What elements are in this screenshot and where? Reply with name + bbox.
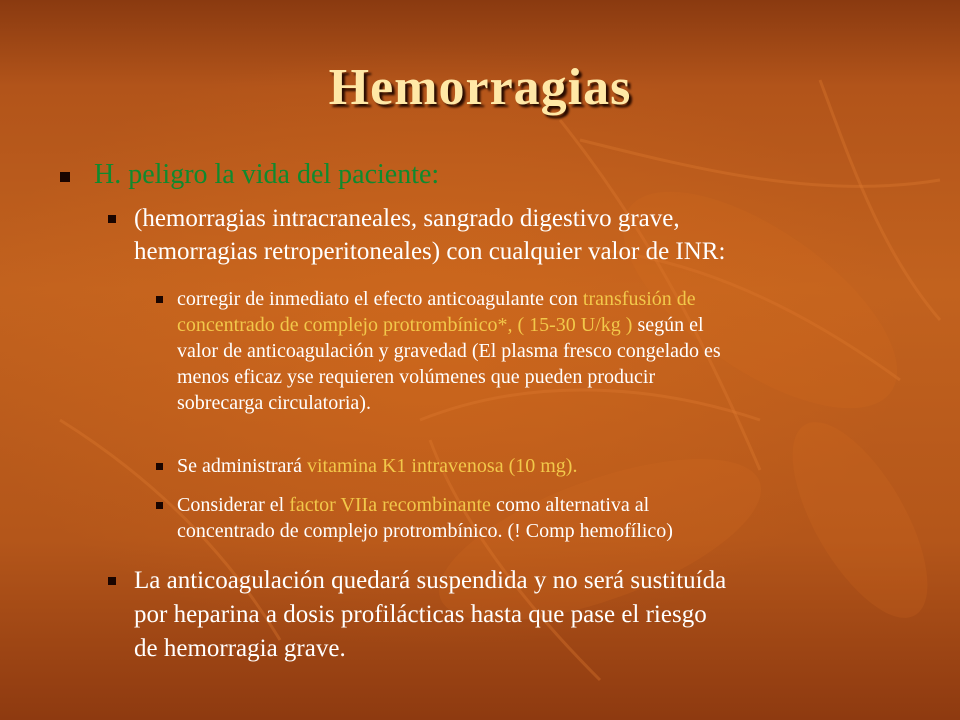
factor-viia-text-a: Considerar el bbox=[177, 494, 290, 516]
sub-bullet-suspension bbox=[108, 564, 914, 666]
list-item-vitamin-k bbox=[156, 453, 577, 479]
conditions-text bbox=[134, 202, 874, 268]
sub-bullet-conditions bbox=[108, 202, 874, 268]
factor-viia-text-b: factor VIIa recombinante bbox=[289, 494, 491, 516]
correction-text bbox=[177, 286, 917, 416]
correction-text-d: según el bbox=[632, 314, 704, 336]
heading-text: H. peligro la vida del paciente: bbox=[94, 159, 440, 190]
factor-viia-text-c: como alternativa al bbox=[490, 494, 650, 516]
vitamin-k-text bbox=[177, 453, 577, 479]
correction-text-f: menos eficaz yse requieren volúmenes que pueden producir bbox=[177, 366, 656, 388]
suspension-line-3: de hemorragia grave. bbox=[134, 635, 346, 662]
conditions-line-2: hemorragias retroperitoneales) con cualquier valor de INR: bbox=[134, 238, 726, 265]
square-bullet-icon bbox=[108, 215, 116, 223]
suspension-text bbox=[134, 564, 914, 666]
list-item-factor-viia bbox=[156, 492, 917, 544]
bullet-heading bbox=[60, 158, 439, 192]
correction-text-e: valor de anticoagulación y gravedad (El plasma fresco congelado es bbox=[177, 340, 721, 362]
correction-text-c: concentrado de complejo protrombínico*, ( 15-30 U/kg ) bbox=[177, 314, 633, 336]
square-bullet-icon bbox=[108, 577, 116, 585]
suspension-line-2: por heparina a dosis profilácticas hasta que pase el riesgo bbox=[134, 601, 707, 628]
vitamin-k-text-a: Se administrará bbox=[177, 455, 307, 477]
vitamin-k-text-b: vitamina K1 intravenosa (10 mg). bbox=[306, 455, 578, 477]
suspension-line-1: La anticoagulación quedará suspendida y no será sustituída bbox=[134, 567, 727, 594]
factor-viia-text bbox=[177, 492, 917, 544]
factor-viia-text-d: concentrado de complejo protrombínico. (! Comp hemofílico) bbox=[177, 520, 673, 542]
square-bullet-icon bbox=[156, 296, 163, 303]
slide-title: Hemorragias bbox=[328, 59, 632, 116]
list-item-correction bbox=[156, 286, 917, 416]
conditions-line-1: (hemorragias intracraneales, sangrado digestivo grave, bbox=[134, 205, 680, 232]
square-bullet-icon bbox=[60, 172, 70, 182]
correction-text-g: sobrecarga circulatoria). bbox=[177, 392, 371, 414]
square-bullet-icon bbox=[156, 502, 163, 509]
square-bullet-icon bbox=[156, 463, 163, 470]
correction-text-a: corregir de inmediato el efecto anticoagulante con bbox=[177, 288, 583, 310]
correction-text-b: transfusión de bbox=[582, 288, 696, 310]
